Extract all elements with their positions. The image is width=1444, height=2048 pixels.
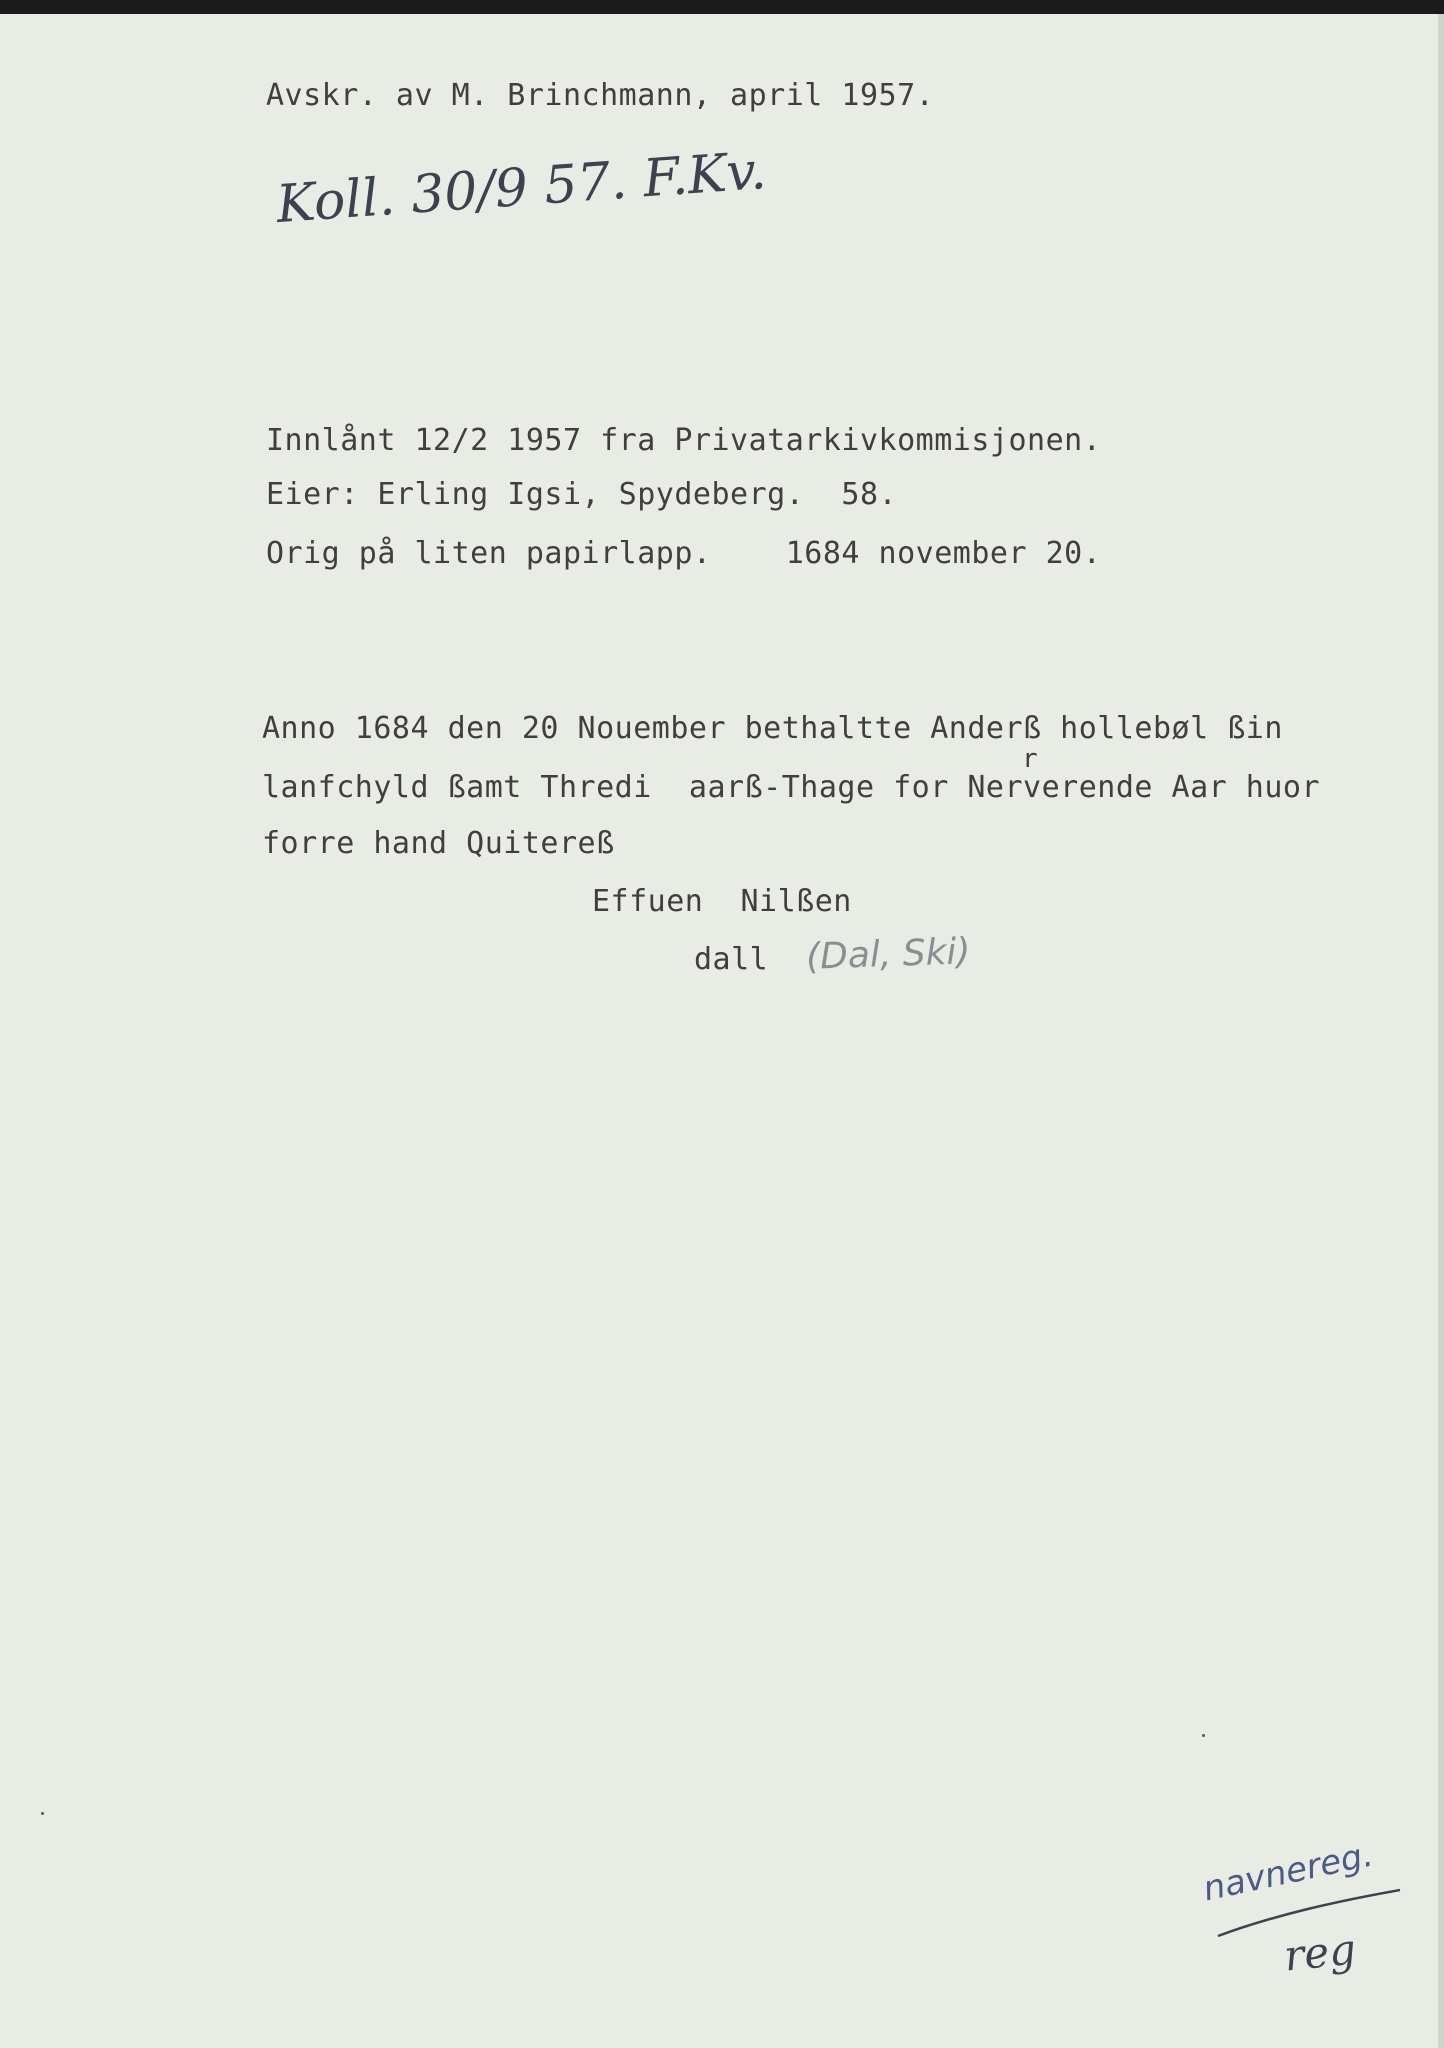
owner-line: Eier: Erling Igsi, Spydeberg. 58. [266, 477, 898, 512]
original-line: Orig på liten papirlapp. 1684 november 20. [266, 536, 1102, 571]
body-line-1: Anno 1684 den 20 Nouember bethaltte Anderß hollebøl ßin [262, 711, 1283, 746]
ink-register-note: reg [1281, 1924, 1359, 1981]
pencil-place-note: (Dal, Ski) [805, 931, 972, 978]
body-line-2: lanfchyld ßamt Thredi aarß-Thage for Nerverende Aar huor [262, 770, 1321, 805]
insertion-mark: r [1022, 744, 1038, 774]
pencil-register-note: navnereg. [1199, 1834, 1377, 1910]
signature-name: Effuen Nilßen [592, 884, 852, 919]
margin-dot [41, 1812, 44, 1815]
margin-dot [1202, 1734, 1205, 1737]
borrowed-line: Innlånt 12/2 1957 fra Privatarkivkommisjonen. [266, 423, 1102, 458]
body-line-3: forre hand Quitereß [262, 826, 615, 861]
signature-place: dall [694, 942, 769, 977]
handwritten-collation-note: Koll. 30/9 57. F.Kv. [274, 140, 769, 236]
transcription-note: Avskr. av M. Brinchmann, april 1957. [266, 78, 935, 113]
